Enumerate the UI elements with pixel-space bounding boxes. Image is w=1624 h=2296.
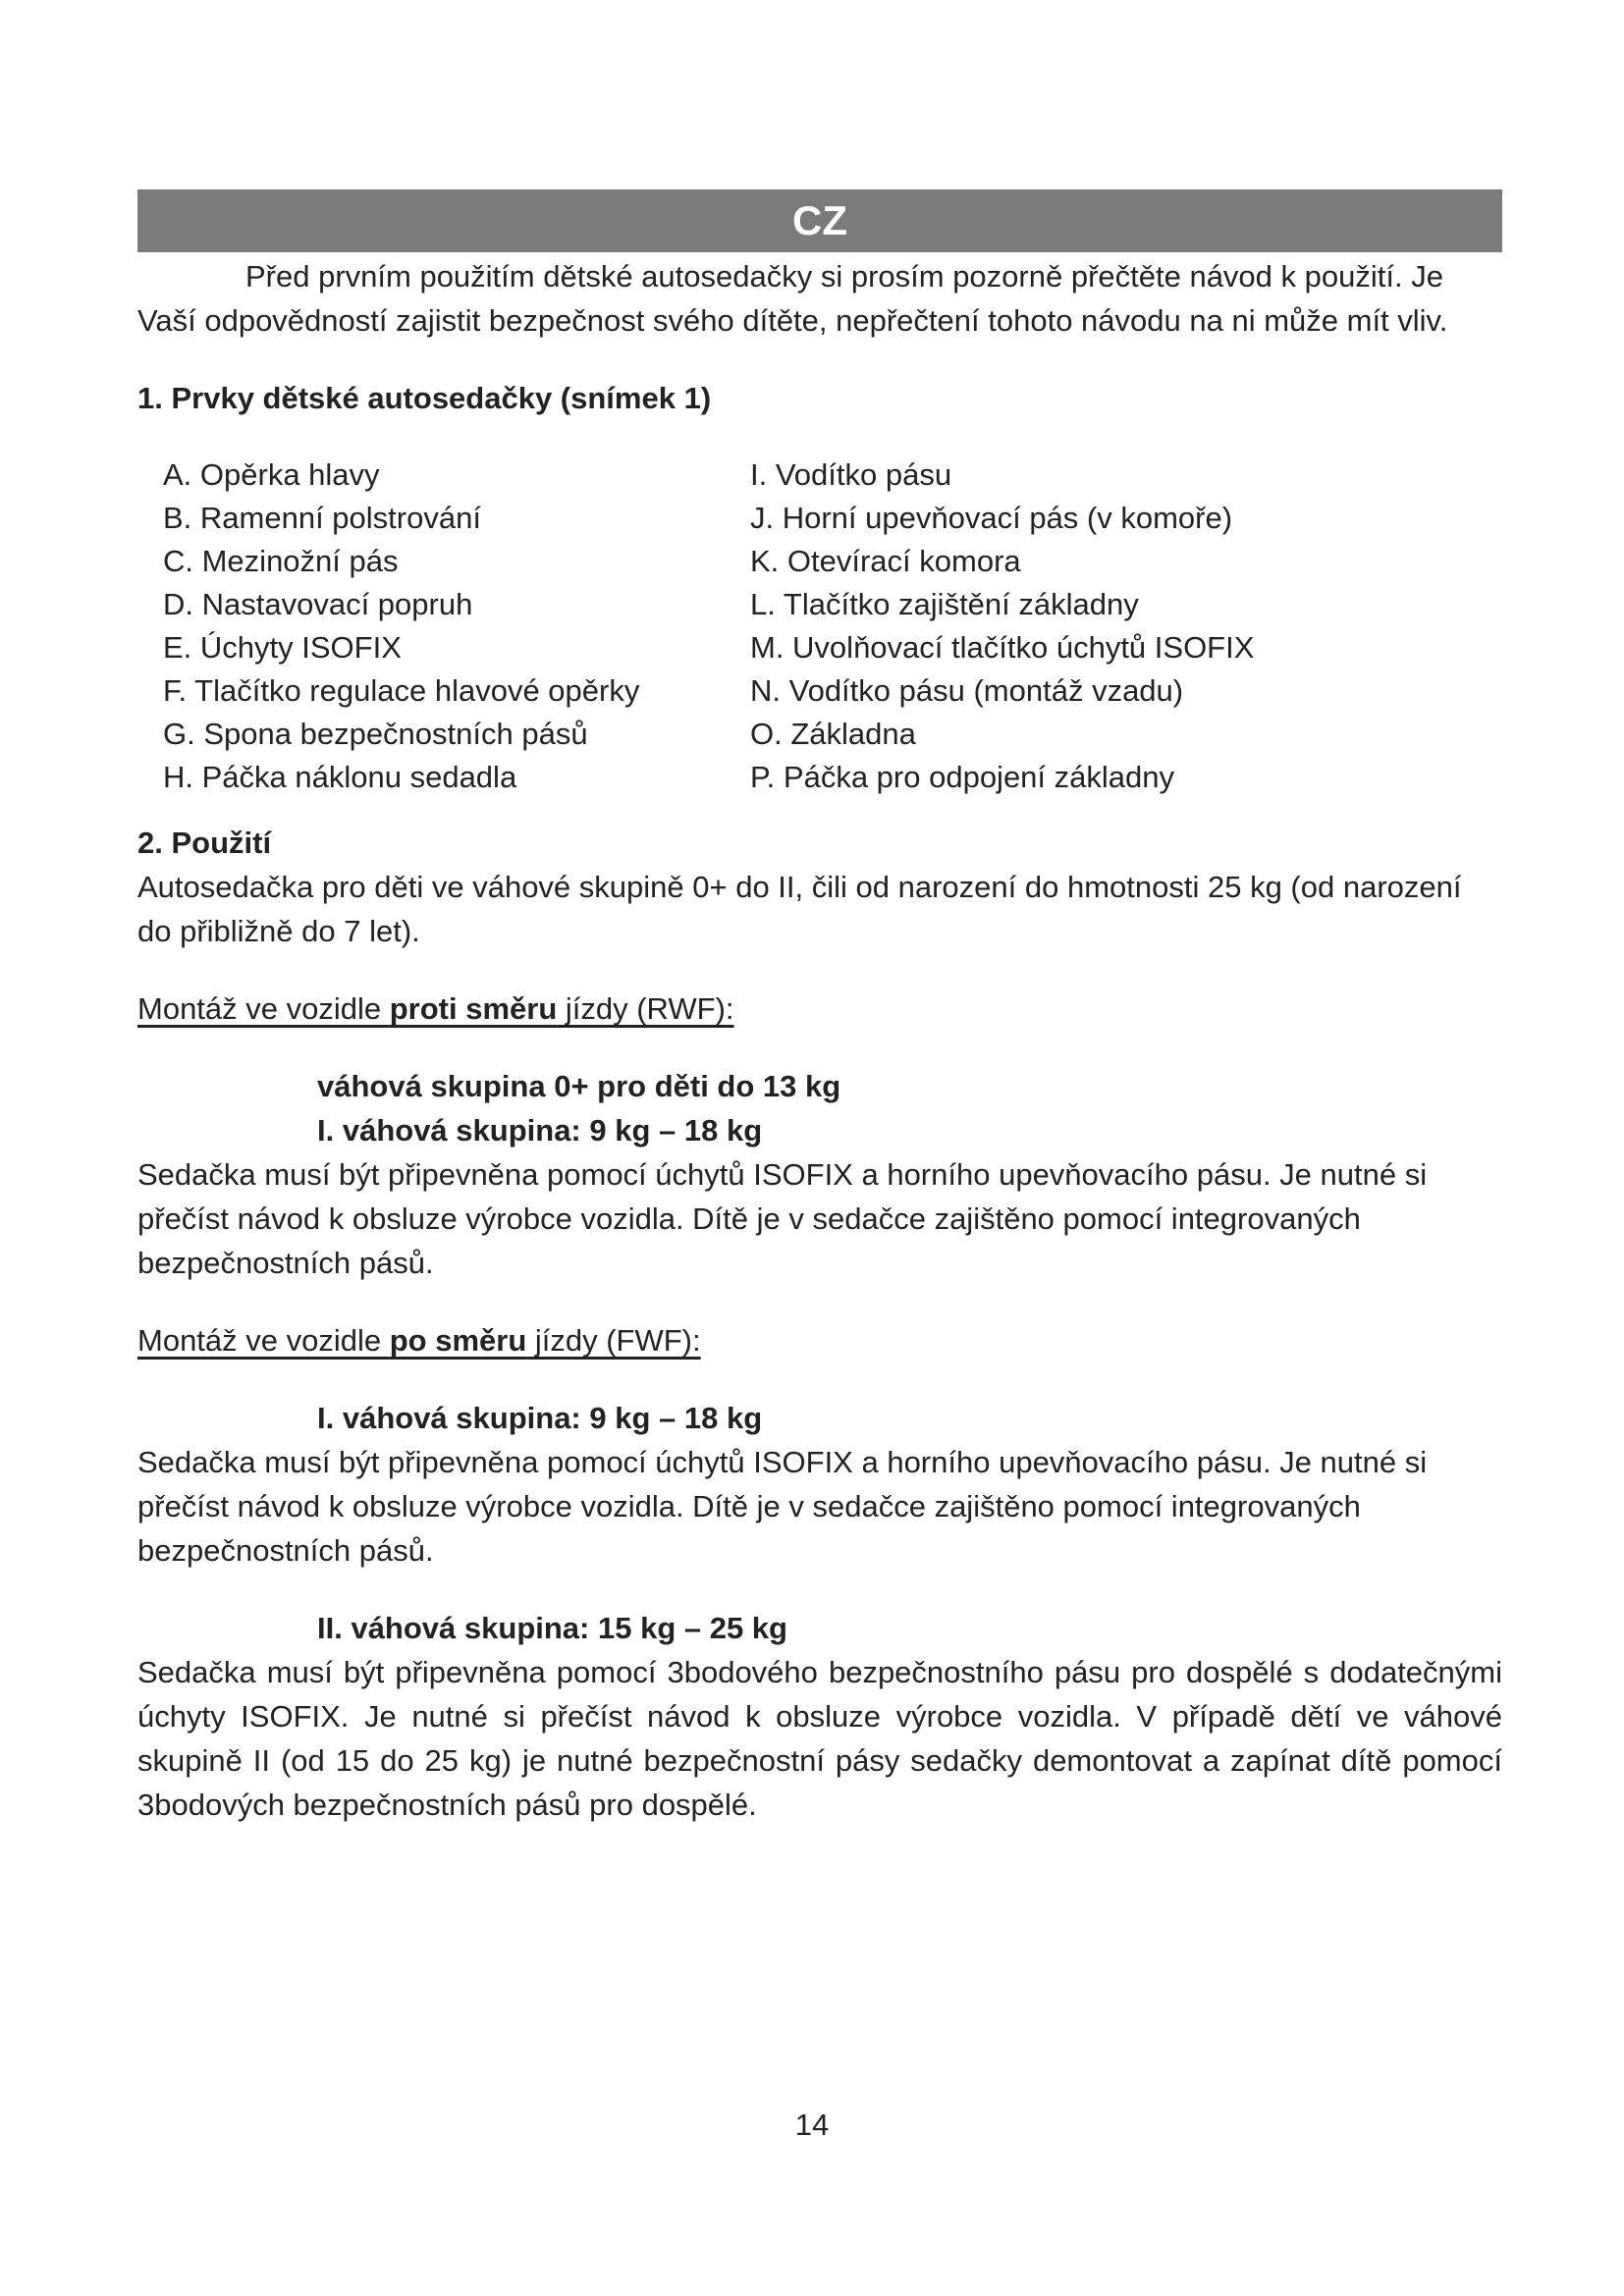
fwf-group1-label: I. váhová skupina: 9 kg – 18 kg <box>317 1401 763 1435</box>
language-code: CZ <box>792 197 847 243</box>
rwf-heading-prefix: Montáž ve vozidle <box>137 991 390 1026</box>
rwf-section <box>137 987 1502 1285</box>
part-item: P. Páčka pro odpojení základny <box>750 760 1175 794</box>
part-item: M. Uvolňovací tlačítko úchytů ISOFIX <box>750 630 1255 665</box>
rwf-group0-label: váhová skupina 0+ pro děti do 13 kg <box>317 1069 841 1103</box>
fwf-section <box>137 1318 1502 1827</box>
parts-list-right <box>750 454 1502 799</box>
part-item: C. Mezinožní pás <box>163 544 399 578</box>
page-number: 14 <box>794 2108 830 2142</box>
rwf-groups <box>137 1064 1502 1285</box>
fwf-group2-paragraph: Sedačka musí být připevněna pomocí 3bodového bezpečnostního pásu pro dospělé s dodatečnými úchyty ISOFIX. Je nutné si přečíst návod k obsluze výrobce vozidla. V případě dětí ve váhové skupině II (od 15 do 25 kg) je nutné bezpečnostní pásy sedačky demontovat a zapínat dítě pomocí 3bodových bezpečnostních pásů pro dospělé. <box>137 1655 1502 1822</box>
section1-heading: 1. Prvky dětské autosedačky (snímek 1) <box>137 381 712 415</box>
part-item: F. Tlačítko regulace hlavové opěrky <box>163 673 640 708</box>
part-item: B. Ramenní polstrování <box>163 501 481 535</box>
fwf-heading-prefix: Montáž ve vozidle <box>137 1323 390 1358</box>
intro-paragraph: Před prvním použitím dětské autosedačky si prosím pozorně přečtěte návod k použití. Je Vaší odpovědností zajistit bezpečnost svého dítěte, nepřečtení tohoto návodu na ni může mít vliv. <box>137 259 1448 338</box>
rwf-paragraph: Sedačka musí být připevněna pomocí úchytů ISOFIX a horního upevňovacího pásu. Je nutné si přečíst návod k obsluze výrobce vozidla. Dítě je v sedačce zajištěno pomocí integrovaných bezpečnostních pásů. <box>137 1157 1428 1280</box>
part-item: N. Vodítko pásu (montáž vzadu) <box>750 673 1184 708</box>
part-item: E. Úchyty ISOFIX <box>163 630 402 665</box>
language-header-bar <box>137 189 1502 252</box>
fwf-heading-suffix: jízdy (FWF): <box>526 1323 701 1358</box>
part-item: A. Opěrka hlavy <box>163 457 380 492</box>
rwf-heading-suffix: jízdy (RWF): <box>557 991 734 1026</box>
parts-list-left <box>163 454 750 799</box>
fwf-group1-paragraph: Sedačka musí být připevněna pomocí úchytů ISOFIX a horního upevňovacího pásu. Je nutné si přečíst návod k obsluze výrobce vozidla. Dítě je v sedačce zajištěno pomocí integrovaných bezpečnostních pásů. <box>137 1445 1428 1568</box>
fwf-heading-bold: po směru <box>389 1323 527 1358</box>
section2-heading: 2. Použití <box>137 826 272 860</box>
part-item: G. Spona bezpečnostních pásů <box>163 717 588 751</box>
usage-paragraph: Autosedačka pro děti ve váhové skupině 0+ do II, čili od narození do hmotnosti 25 kg (od narození do přibližně do 7 let). <box>137 870 1462 948</box>
rwf-heading <box>137 987 734 1031</box>
fwf-heading <box>137 1318 701 1362</box>
parts-list <box>137 454 1502 799</box>
part-item: K. Otevírací komora <box>750 544 1021 578</box>
part-item: H. Páčka náklonu sedadla <box>163 760 517 794</box>
rwf-group1-label: I. váhová skupina: 9 kg – 18 kg <box>317 1113 763 1148</box>
part-item: O. Základna <box>750 717 916 751</box>
part-item: D. Nastavovací popruh <box>163 587 473 621</box>
part-item: L. Tlačítko zajištění základny <box>750 587 1139 621</box>
fwf-group1 <box>137 1396 1502 1573</box>
part-item: J. Horní upevňovací pás (v komoře) <box>750 501 1233 535</box>
manual-page <box>137 189 1502 1827</box>
part-item: I. Vodítko pásu <box>750 457 952 492</box>
fwf-group2-label: II. váhová skupina: 15 kg – 25 kg <box>317 1611 787 1645</box>
rwf-heading-bold: proti směru <box>389 991 558 1026</box>
fwf-group2 <box>137 1606 1502 1827</box>
